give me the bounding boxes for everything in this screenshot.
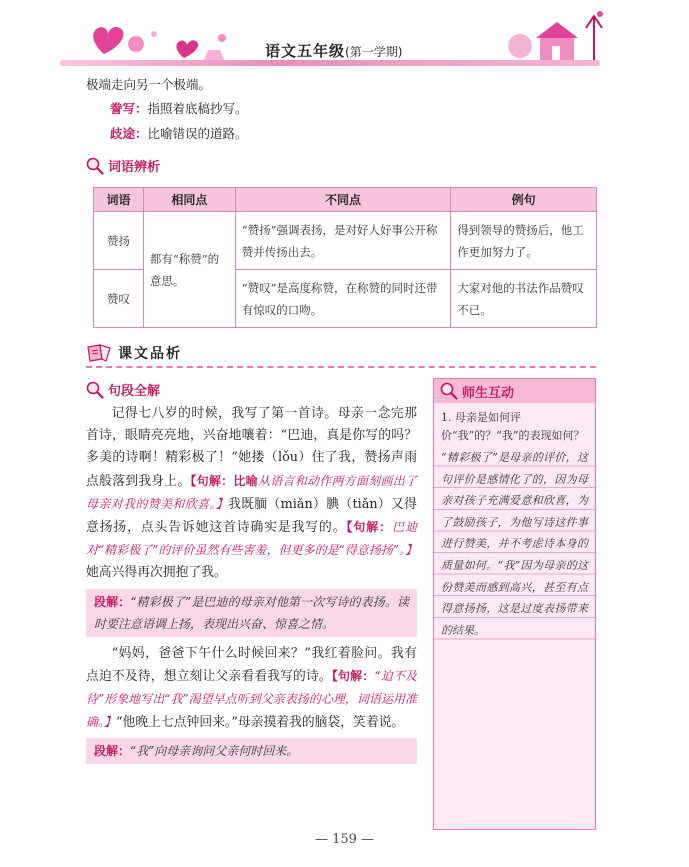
table-header-row [94,188,597,212]
intro-line: 极端走向另一个极端。 [86,77,212,92]
paragraph-note: 段解：“精彩极了”是巴迪的母亲对他第一次写诗的表扬。读时要注意语调上扬，表现出兴奋、惊喜之情。 [86,589,417,637]
table-cell-diff: “赞叹”是高度称赞，在称赞的同时还带有惊叹的口吻。 [235,270,451,328]
divider [86,366,596,368]
sidebar-heading: 师生互动 [434,379,595,403]
magnifier-icon [86,381,104,399]
word-analysis-heading: 词语辨析 [86,156,160,175]
table-cell-word: 赞扬 [94,212,144,270]
paragraph-note: 段解：“我”向母亲询问父亲何时回来。 [86,738,417,764]
page-header [0,0,689,70]
paragraph: “妈妈，爸爸下午什么时候回来？”我红着脸问。我有点迫不及待，想立刻让父亲看看我写的诗。【句解：“迫不及待”形象地写出“我”渴望早点听到父亲表扬的心理，词语运用准确。】“他晚上七点钟回来。”母亲摸着我的脑袋，笑着说。 [86,645,417,731]
column-header: 相同点 [143,188,235,212]
table-row [94,212,597,270]
sidebar-question: 1. 母亲是如何评价“我”的？“我”的表现如何？ [441,411,585,442]
kewen-heading: 课文品析 [86,343,182,363]
definition-item: 歧途：比喻错误的道路。 [110,126,248,141]
main-text-column [86,403,417,770]
sidebar-answer: “精彩极了”是母亲的评价，这句评价是感情化了的，因为母亲对孩子充满爱意和欣喜，为了鼓励孩子，为他写诗这件事进行赞美，并不考虑诗本身的质量如何。“我”因为母亲的这份赞美而感到高兴，甚至有点得意扬扬，这是过度表扬带来的结果。 [434,445,595,643]
sentence-analysis-heading: 句段全解 [86,380,160,399]
book-title: 语文五年级(第一学期) [265,42,403,60]
word-comparison-table [93,187,597,328]
notebook-icon [86,343,112,363]
column-header: 词语 [94,188,144,212]
magnifier-icon [86,157,104,175]
table-cell-diff: “赞扬”强调表扬，是对好人好事公开称赞并传扬出去。 [235,212,451,270]
interaction-sidebar [433,378,596,830]
house-decoration-right [500,6,610,68]
column-header: 例句 [451,188,597,212]
definition-item: 誊写：指照着底稿抄写。 [110,101,248,116]
page-number: — 159 — [314,832,375,847]
table-cell-example: 大家对他的书法作品赞叹不已。 [451,270,597,328]
paragraph: 记得七八岁的时候，我写了第一首诗。母亲一念完那首诗，眼睛亮亮地，兴奋地嚷着：“巴迪，真是你写的吗？多美的诗啊！精彩极了！”她搂（lǒu）住了我，赞扬声雨点般落到我身上。【句解：比喻从语言和动作两方面刻画出了母亲对我的赞美和欣喜。】我既腼（miǎn）腆（tiǎn）又得意扬扬，点头告诉她这首诗确实是我写的。【句解：巴迪对“精彩极了”的评价虽然有些害羞，但更多的是“得意扬扬”。】她高兴得再次拥抱了我。 [86,406,417,581]
table-cell-same: 都有“称赞”的意思。 [143,212,235,328]
table-cell-example: 得到领导的赞扬后，他工作更加努力了。 [451,212,597,270]
table-cell-word: 赞叹 [94,270,144,328]
column-header: 不同点 [235,188,451,212]
magnifier-icon [440,382,458,400]
